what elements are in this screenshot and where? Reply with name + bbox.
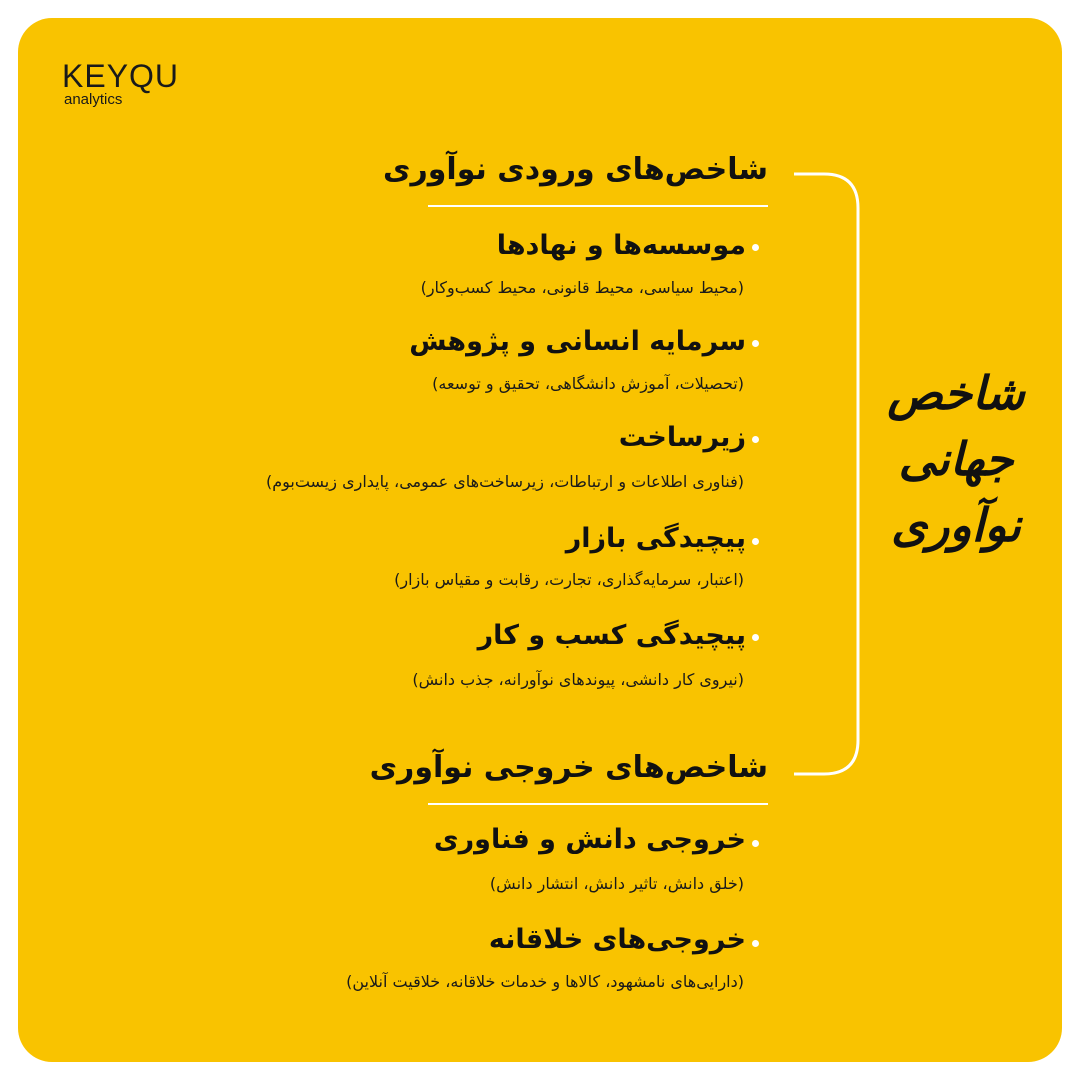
brand-subtitle: analytics bbox=[64, 91, 123, 108]
bullet-icon bbox=[752, 340, 759, 347]
item-description: (خلق دانش، تاثیر دانش، انتشار دانش) bbox=[489, 874, 744, 893]
brand-logo bbox=[62, 60, 212, 116]
item-description: (محیط سیاسی، محیط قانونی، محیط کسب‌وکار) bbox=[420, 278, 744, 297]
input-section-title: شاخص‌های ورودی نوآوری bbox=[383, 152, 768, 187]
item-title: پیچیدگی بازار bbox=[565, 523, 746, 554]
bracket-connector bbox=[790, 170, 870, 782]
item-description: (اعتبار، سرمایه‌گذاری، تجارت، رقابت و مقیاس بازار) bbox=[394, 570, 744, 589]
side-title-line-1: شاخص bbox=[887, 366, 1025, 420]
bullet-icon bbox=[752, 436, 759, 443]
item-title: زیرساخت bbox=[618, 422, 746, 453]
item-description: (تحصیلات، آموزش دانشگاهی، تحقیق و توسعه) bbox=[432, 374, 744, 393]
item-title: خروجی‌های خلاقانه bbox=[488, 924, 746, 955]
side-title bbox=[876, 360, 1036, 558]
bullet-icon bbox=[752, 244, 759, 251]
bullet-icon bbox=[752, 840, 759, 847]
output-section-rule bbox=[428, 803, 768, 805]
item-title: پیچیدگی کسب و کار bbox=[477, 620, 746, 651]
item-description: (فناوری اطلاعات و ارتباطات، زیرساخت‌های عمومی، پایداری زیست‌بوم) bbox=[265, 472, 744, 491]
item-title: سرمایه انسانی و پژوهش bbox=[409, 326, 746, 357]
output-section-title: شاخص‌های خروجی نوآوری bbox=[369, 750, 768, 785]
bullet-icon bbox=[752, 634, 759, 641]
item-description: (نیروی کار دانشی، پیوندهای نوآورانه، جذب دانش) bbox=[412, 670, 744, 689]
input-section-rule bbox=[428, 205, 768, 207]
side-title-line-3: نوآوری bbox=[891, 498, 1021, 552]
bullet-icon bbox=[752, 538, 759, 545]
bullet-icon bbox=[752, 940, 759, 947]
side-title-line-2: جهانی bbox=[898, 432, 1014, 486]
item-title: خروجی دانش و فناوری bbox=[433, 824, 746, 855]
item-title: موسسه‌ها و نهادها bbox=[496, 230, 746, 261]
item-description: (دارایی‌های نامشهود، کالاها و خدمات خلاقانه، خلاقیت آنلاین) bbox=[346, 972, 744, 991]
brand-name: KEYQU bbox=[62, 58, 180, 94]
